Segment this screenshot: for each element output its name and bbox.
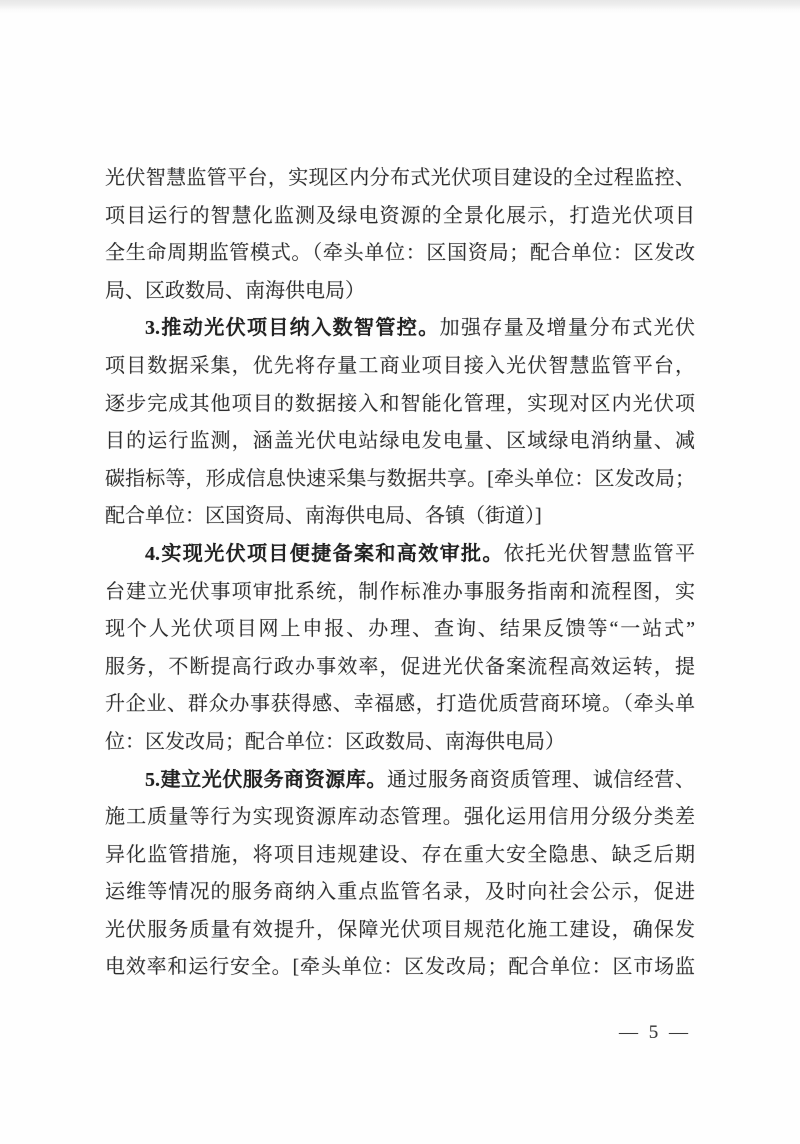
document-line: 现个人光伏项目网上申报、办理、查询、结果反馈等“一站式” <box>105 618 695 641</box>
scan-edge-artifact <box>0 0 800 14</box>
document-line: 局、区政数局、南海供电局） <box>105 279 365 302</box>
item-4-heading-rest: 依托光伏智慧监管平 <box>503 542 696 565</box>
document-line: 目的运行监测，涵盖光伏电站绿电发电量、区域绿电消纳量、减 <box>105 430 695 453</box>
page-number: — 5 — <box>619 1022 691 1043</box>
document-line: 台建立光伏事项审批系统，制作标准办事服务指南和流程图，实 <box>105 580 695 603</box>
item-3-heading-rest: 加强存量及增量分布式光伏 <box>439 317 696 340</box>
document-line: 光伏智慧监管平台，实现区内分布式光伏项目建设的全过程监控、 <box>105 167 695 189</box>
document-line: 项目数据采集，优先将存量工商业项目接入光伏智慧监管平台， <box>105 354 695 377</box>
document-line: 电效率和运行安全。[牵头单位：区发改局；配合单位：区市场监 <box>105 956 695 979</box>
document-line: 项目运行的智慧化监测及绿电资源的全景化展示，打造光伏项目 <box>105 204 695 227</box>
item-4-heading: 4.实现光伏项目便捷备案和高效审批。 <box>145 542 504 565</box>
document-line: 服务，不断提高行政办事效率，促进光伏备案流程高效运转，提 <box>105 655 695 678</box>
document-line: 配合单位：区国资局、南海供电局、各镇（街道）] <box>105 505 542 528</box>
document-line <box>105 762 695 800</box>
document-line: 碳指标等，形成信息快速采集与数据共享。[牵头单位：区发改局； <box>105 467 695 490</box>
document-line: 升企业、群众办事获得感、幸福感，打造优质营商环境。（牵头单 <box>105 693 695 716</box>
document-line: 全生命周期监管模式。（牵头单位：区国资局；配合单位：区发改 <box>105 242 695 265</box>
document-body <box>105 160 695 987</box>
document-line: 逐步完成其他项目的数据接入和智能化管理，实现对区内光伏项 <box>105 392 695 415</box>
document-line <box>105 310 695 348</box>
document-line <box>105 536 695 574</box>
document-line: 光伏服务质量有效提升，保障光伏项目规范化施工建设，确保发 <box>105 918 695 941</box>
item-5-heading: 5.建立光伏服务商资源库。 <box>145 768 387 791</box>
item-5-heading-rest: 通过服务商资质管理、诚信经营、 <box>386 768 696 791</box>
document-line: 运维等情况的服务商纳入重点监管名录，及时向社会公示，促进 <box>105 881 695 904</box>
document-line: 施工质量等行为实现资源库动态管理。强化运用信用分级分类差 <box>105 806 695 829</box>
document-line: 位：区发改局；配合单位：区政数局、南海供电局） <box>105 730 565 753</box>
document-line: 异化监管措施，将项目违规建设、存在重大安全隐患、缺乏后期 <box>105 843 695 866</box>
item-3-heading: 3.推动光伏项目纳入数智管控。 <box>145 317 440 340</box>
